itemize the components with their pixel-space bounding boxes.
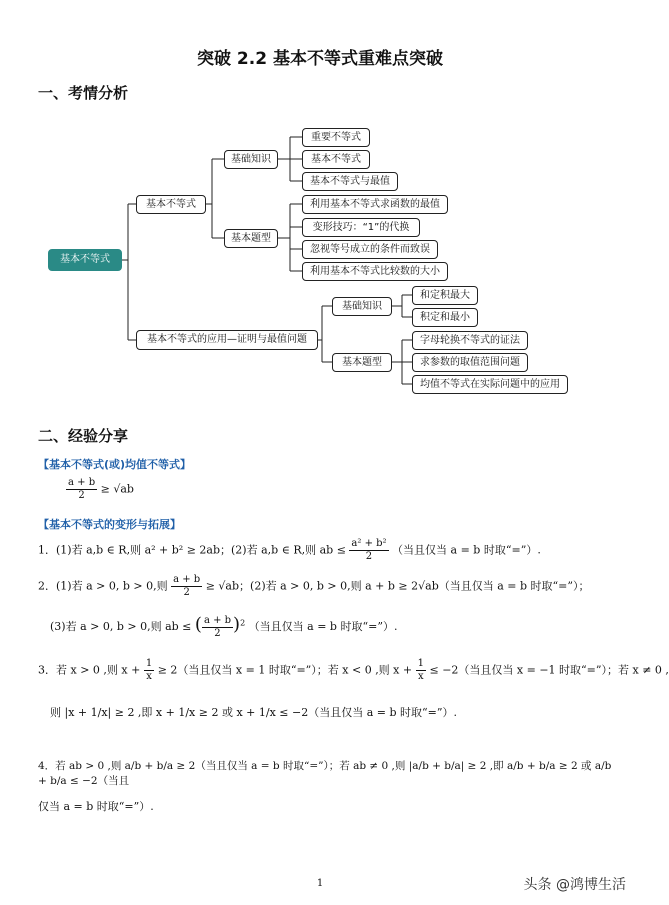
item-3-line2: 则 |x + 1/x| ≥ 2 ,即 x + 1/x ≥ 2 或 x + 1/x ≤ −2（当且仅当 a = b 时取“=”）. <box>50 706 457 719</box>
item-1-tail: （当且仅当 a = b 时取“=”）. <box>392 543 541 557</box>
item-3-middle: ≥ 2（当且仅当 x = 1 时取“=”）；若 x < 0 ,则 x + <box>157 663 413 677</box>
mindmap-leaf: 基本不等式与最值 <box>302 172 398 191</box>
item-3 <box>38 658 669 683</box>
item-1-numerator: a² + b² <box>351 538 387 549</box>
item-3-numerator: 1 <box>145 658 153 669</box>
item-2-part3: (3)若 a > 0, b > 0,则 ab ≤ ( $\frac{a + b}{2}$ )$^2$ （当且仅当 a = b 时取“=”）. <box>50 614 398 639</box>
item-4: 4．若 ab > 0 ,则 a/b + b/a ≥ 2（当且仅当 a = b 时取“=”）；若 ab ≠ 0 ,则 |a/b + b/a| ≥ 2 ,即 a/b + b/a ≥ 2 或 a/b + b/a ≤ −2（当且 <box>38 760 612 787</box>
item-2-denominator: 2 <box>183 587 190 598</box>
mindmap-root: 基本不等式 <box>48 249 122 271</box>
mindmap-leaf: 重要不等式 <box>302 128 370 147</box>
item-3-denominator-2: x <box>417 671 424 682</box>
item-2-text: 2．(1)若 a > 0, b > 0,则 <box>38 579 168 593</box>
item-2-numerator: a + b <box>173 574 201 585</box>
formula-numerator: a + b <box>68 477 96 488</box>
mindmap-leaf: 变形技巧：“1”的代换 <box>302 218 420 237</box>
mindmap-branch1-basic: 基础知识 <box>224 150 278 169</box>
formula-mean-inequality <box>66 477 134 502</box>
mindmap-branch1-types: 基本题型 <box>224 229 278 248</box>
section-heading-analysis: 一、考情分析 <box>38 84 129 102</box>
mindmap-leaf: 求参数的取值范围问题 <box>412 353 528 372</box>
mindmap-branch2-types: 基本题型 <box>332 353 392 372</box>
item-3-denominator: x <box>146 671 152 682</box>
page-number: 1 <box>316 878 324 889</box>
formula-denominator: 2 <box>78 490 85 501</box>
item-1-denominator: 2 <box>365 551 373 562</box>
item-1 <box>38 538 541 563</box>
mindmap-leaf: 积定和最小 <box>412 308 478 327</box>
item-2 <box>38 574 590 599</box>
item-3-tail: ≤ −2（当且仅当 x = −1 时取“=”）；若 x ≠ 0 , <box>429 663 669 677</box>
item-3-numerator-2: 1 <box>417 658 424 669</box>
subheading-mean-inequality: 【基本不等式(或)均值不等式】 <box>38 458 192 471</box>
item-4-line2: 仅当 a = b 时取“=”）. <box>38 800 154 813</box>
mindmap-leaf: 利用基本不等式比较数的大小 <box>302 262 448 281</box>
watermark: 头条 @鸿博生活 <box>523 877 626 893</box>
mindmap-leaf: 均值不等式在实际问题中的应用 <box>412 375 568 394</box>
item-2-part3-denominator: 2 <box>214 627 221 639</box>
mindmap-leaf: 基本不等式 <box>302 150 370 169</box>
item-2-part3-numerator: a + b <box>203 614 232 626</box>
item-2-part3-text: (3)若 a > 0, b > 0,则 ab ≤ <box>50 620 192 633</box>
formula-rhs: ≥ √ab <box>100 482 134 496</box>
mindmap-leaf: 忽视等号成立的条件而致误 <box>302 240 438 259</box>
item-3-text: 3．若 x > 0 ,则 x + <box>38 663 141 677</box>
mindmap-leaf: 字母轮换不等式的证法 <box>412 331 528 350</box>
mindmap-leaf: 和定积最大 <box>412 286 478 305</box>
mindmap-branch2-basic: 基础知识 <box>332 297 392 316</box>
subheading-variants: 【基本不等式的变形与拓展】 <box>38 518 181 531</box>
item-2-part3-tail: （当且仅当 a = b 时取“=”）. <box>248 620 398 633</box>
section-heading-share: 二、经验分享 <box>38 427 129 445</box>
page-title: 突破 2.2 基本不等式重难点突破 <box>197 49 443 69</box>
mindmap-leaf: 利用基本不等式求函数的最值 <box>302 195 448 214</box>
mindmap-branch1: 基本不等式 <box>136 195 206 214</box>
mindmap-branch2: 基本不等式的应用—证明与最值问题 <box>136 330 318 350</box>
item-2-tail: ≥ √ab；(2)若 a > 0, b > 0,则 a + b ≥ 2√ab（当且仅当 a = b 时取“=”）； <box>205 579 590 593</box>
item-1-text: 1．(1)若 a,b ∈ R,则 a² + b² ≥ 2ab；(2)若 a,b ∈ R,则 ab ≤ <box>38 543 346 557</box>
